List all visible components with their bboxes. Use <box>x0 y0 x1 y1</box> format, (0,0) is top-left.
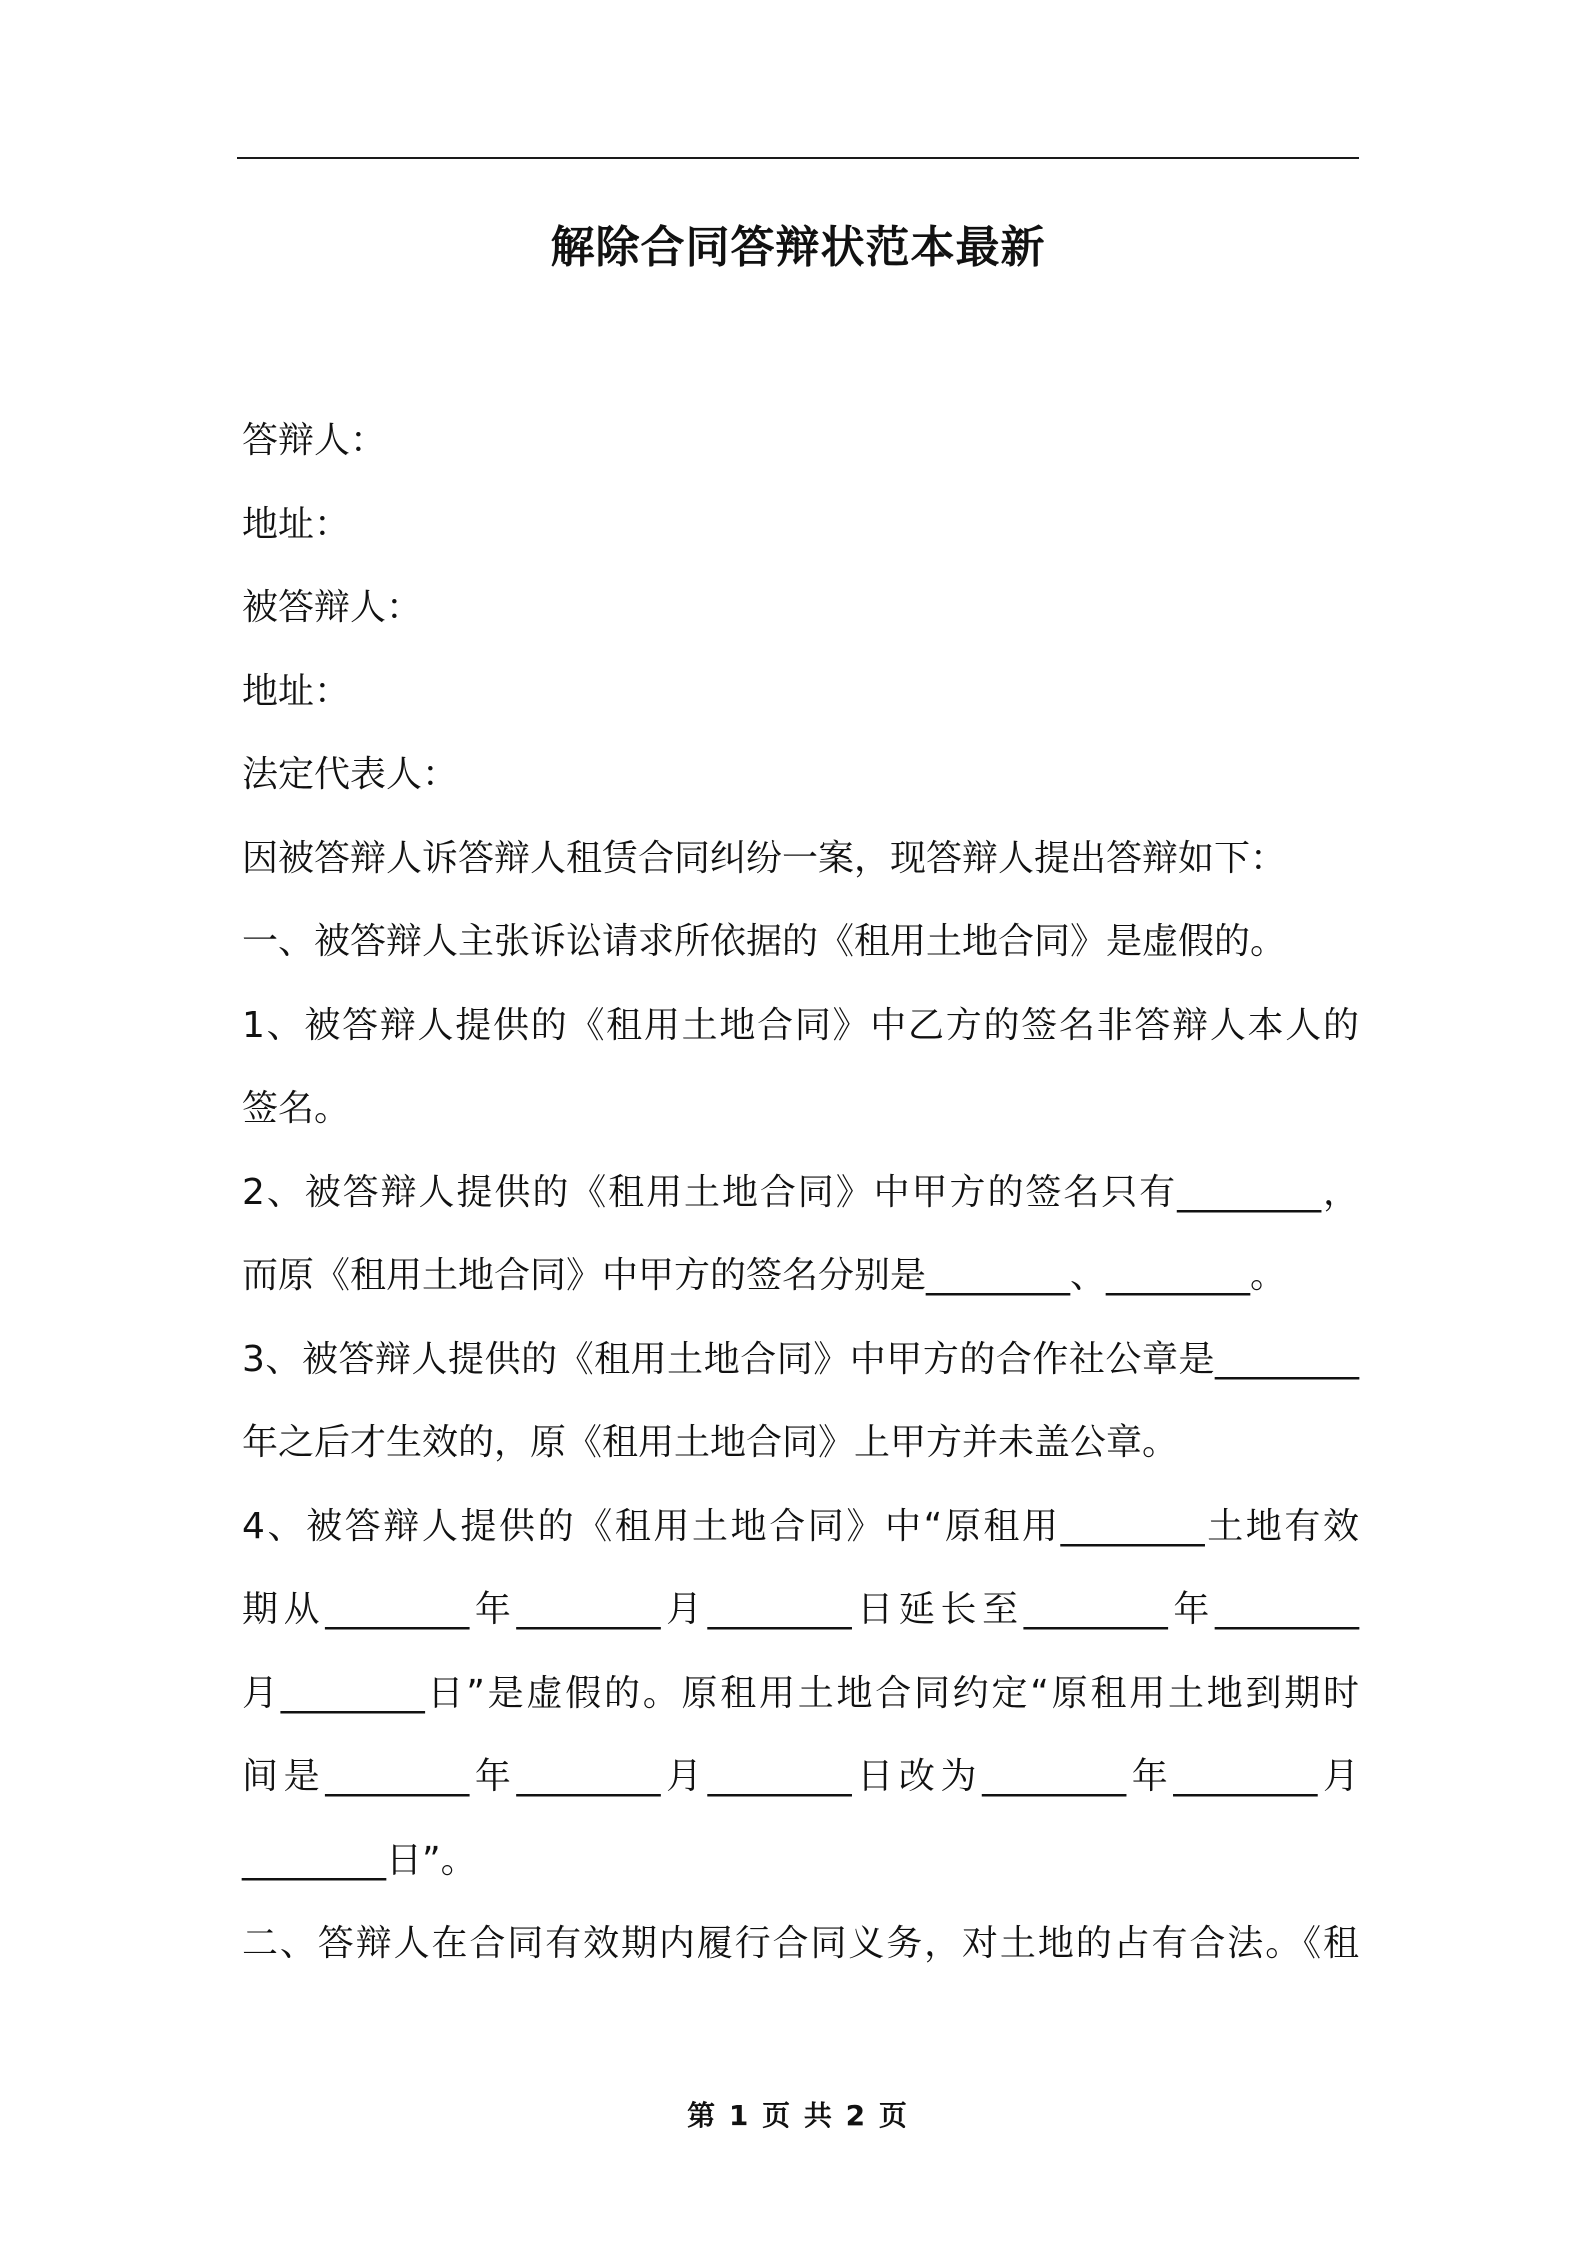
respondent-address-line: 地址： <box>242 503 351 545</box>
point-one-line: 签名。 <box>242 1088 351 1129</box>
plaintiff-line: 被答辩人： <box>242 587 423 628</box>
document-body <box>242 399 1359 1986</box>
intro-paragraph: 因被答辩人诉答辩人租赁合同纠纷一案，现答辩人提出答辩如下： <box>242 837 1287 879</box>
point-four-line: 4、被答辩人提供的《租用土地合同》中“原租用________土地有效 <box>242 1505 1359 1547</box>
plaintiff-address-line: 地址： <box>242 670 351 712</box>
point-one-line: 1、被答辩人提供的《租用土地合同》中乙方的签名非答辩人本人的 <box>242 1004 1359 1046</box>
point-three-line: 3、被答辩人提供的《租用土地合同》中甲方的合作社公章是________ <box>242 1338 1359 1380</box>
page-footer: 第 1 页 共 2 页 <box>687 2099 909 2132</box>
point-two-line: 2、被答辩人提供的《租用土地合同》中甲方的签名只有________， <box>242 1171 1359 1213</box>
section-two-heading: 二、答辩人在合同有效期内履行合同义务，对土地的占有合法。《租 <box>242 1923 1359 1964</box>
document-title: 解除合同答辩状范本最新 <box>550 222 1046 273</box>
legal-representative-line: 法定代表人： <box>242 754 459 795</box>
point-four-line: 月________日”是虚假的。原租用土地合同约定“原租用土地到期时 <box>242 1672 1359 1714</box>
point-three-line: 年之后才生效的，原《租用土地合同》上甲方并未盖公章。 <box>242 1422 1179 1463</box>
point-four-line: ________日”。 <box>242 1839 477 1881</box>
point-two-line: 而原《租用土地合同》中甲方的签名分别是________、________。 <box>242 1255 1287 1296</box>
section-one-heading: 一、被答辩人主张诉讼请求所依据的《租用土地合同》是虚假的。 <box>242 921 1287 962</box>
respondent-line: 答辩人： <box>242 420 387 461</box>
point-four-line: 期从________年________月________日延长至________年________ <box>242 1589 1359 1630</box>
point-four-line: 间是________年________月________日改为________年________月 <box>242 1756 1359 1797</box>
header-rule <box>237 157 1359 159</box>
